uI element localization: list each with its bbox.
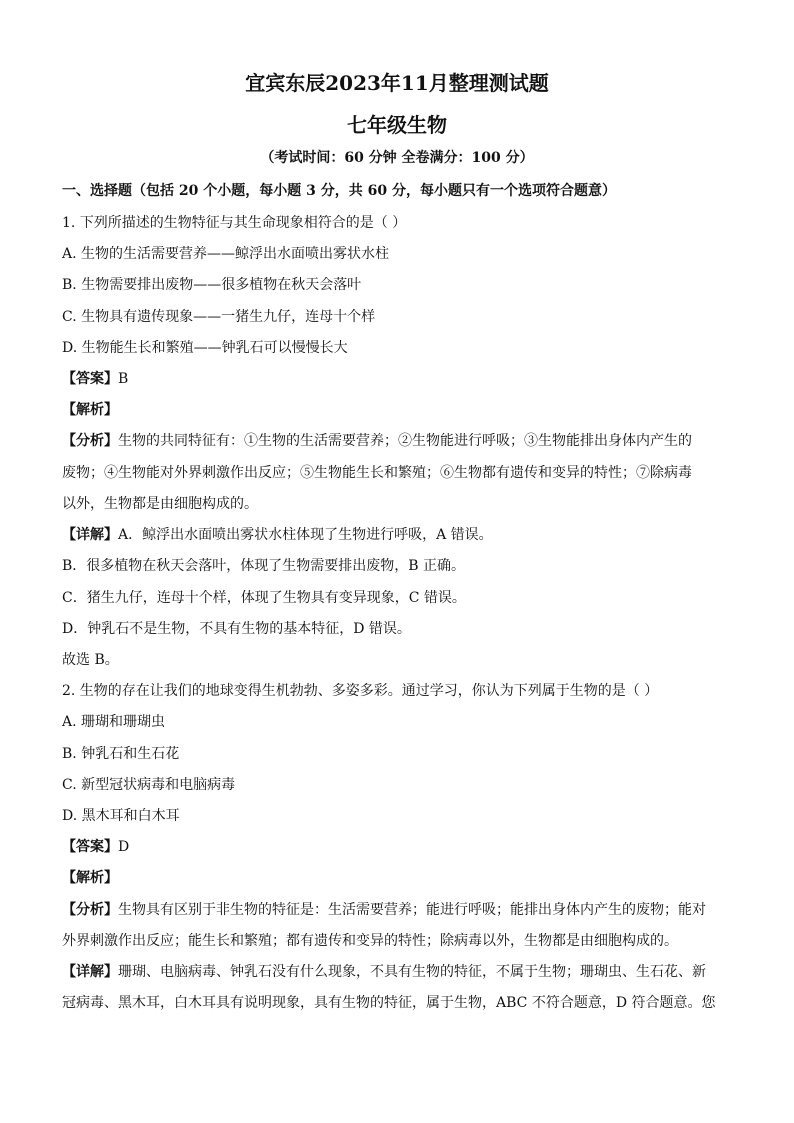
question-2-option-b: B. 钟乳石和生石花 (62, 746, 180, 762)
question-2-fenxi-line (62, 900, 706, 920)
fenxi-tag: 【分析】 (62, 902, 118, 918)
xiangjie-text: 珊瑚、电脑病毒、钟乳石没有什么现象，不具有生物的特征，不属于生物；珊瑚虫、生石花、新 (118, 964, 706, 980)
question-1-xiangjie-line: B．很多植物在秋天会落叶，体现了生物需要排出废物，B 正确。 (62, 558, 466, 574)
question-1-conclusion: 故选 B。 (62, 652, 119, 668)
answer-tag: 【答案】 (62, 839, 118, 855)
question-2-xiangjie-line: 冠病毒、黑木耳，白木耳具有说明现象，具有生物的特征，属于生物，ABC 不符合题意，D 符合题意。您 (62, 995, 716, 1011)
question-1-stem: 1. 下列所描述的生物特征与其生命现象相符合的是（ ） (62, 215, 407, 231)
question-2-fenxi-line: 外界刺激作出反应；能生长和繁殖；都有遗传和变异的特性；除病毒以外，生物都是由细胞构成的。 (62, 933, 678, 949)
question-2-stem: 2. 生物的存在让我们的地球变得生机勃勃、多姿多彩。通过学习，你认为下列属于生物的是（ ） (62, 683, 659, 699)
question-1-fenxi-line (62, 431, 692, 451)
question-2-analysis-tag: 【解析】 (62, 870, 118, 886)
page-subtitle: 七年级生物 (347, 113, 447, 137)
question-1-xiangjie-line: D．钟乳石不是生物，不具有生物的基本特征，D 错误。 (62, 621, 411, 637)
question-1-option-a: A. 生物的生活需要营养——鲸浮出水面喷出雾状水柱 (62, 246, 390, 262)
question-1-option-b: B. 生物需要排出废物——很多植物在秋天会落叶 (62, 277, 362, 293)
question-1-fenxi-line: 废物；④生物能对外界刺激作出反应；⑤生物能生长和繁殖；⑥生物都有遗传和变异的特性；⑦除病毒 (62, 465, 692, 481)
exam-info: （考试时间：60 分钟 全卷满分：100 分） (260, 150, 534, 166)
question-2-option-d: D. 黑木耳和白木耳 (62, 808, 180, 824)
page-title: 宜宾东辰2023年11月整理测试题 (245, 71, 549, 95)
question-2-option-c: C. 新型冠状病毒和电脑病毒 (62, 777, 236, 793)
question-1-xiangjie-line: C．猪生九仔，连母十个样，体现了生物具有变异现象，C 错误。 (62, 590, 466, 606)
fenxi-text: 生物具有区别于非生物的特征是：生活需要营养；能进行呼吸；能排出身体内产生的废物；能对 (118, 902, 706, 918)
xiangjie-tag: 【详解】 (62, 527, 118, 543)
answer-tag: 【答案】 (62, 371, 118, 387)
question-1-option-d: D. 生物能生长和繁殖——钟乳石可以慢慢长大 (62, 340, 348, 356)
question-1-option-c: C. 生物具有遗传现象——一猪生九仔，连母十个样 (62, 309, 376, 325)
section-heading: 一、选择题（包括 20 个小题，每小题 3 分，共 60 分，每小题只有一个选项符合题意） (62, 183, 616, 199)
xiangjie-text: A．鲸浮出水面喷出雾状水柱体现了生物进行呼吸，A 错误。 (118, 527, 493, 543)
answer-value: B (118, 371, 129, 387)
question-2-answer (62, 837, 129, 857)
xiangjie-tag: 【详解】 (62, 964, 118, 980)
question-1-answer (62, 369, 128, 389)
answer-value: D (118, 839, 130, 855)
question-2-option-a: A. 珊瑚和珊瑚虫 (62, 714, 166, 730)
fenxi-tag: 【分析】 (62, 433, 118, 449)
question-1-xiangjie-line (62, 525, 493, 545)
fenxi-text: 生物的共同特征有：①生物的生活需要营养；②生物能进行呼吸；③生物能排出身体内产生的 (118, 433, 692, 449)
question-1-analysis-tag: 【解析】 (62, 402, 118, 418)
question-2-xiangjie-line (62, 962, 706, 982)
question-1-fenxi-line: 以外，生物都是由细胞构成的。 (62, 496, 258, 512)
